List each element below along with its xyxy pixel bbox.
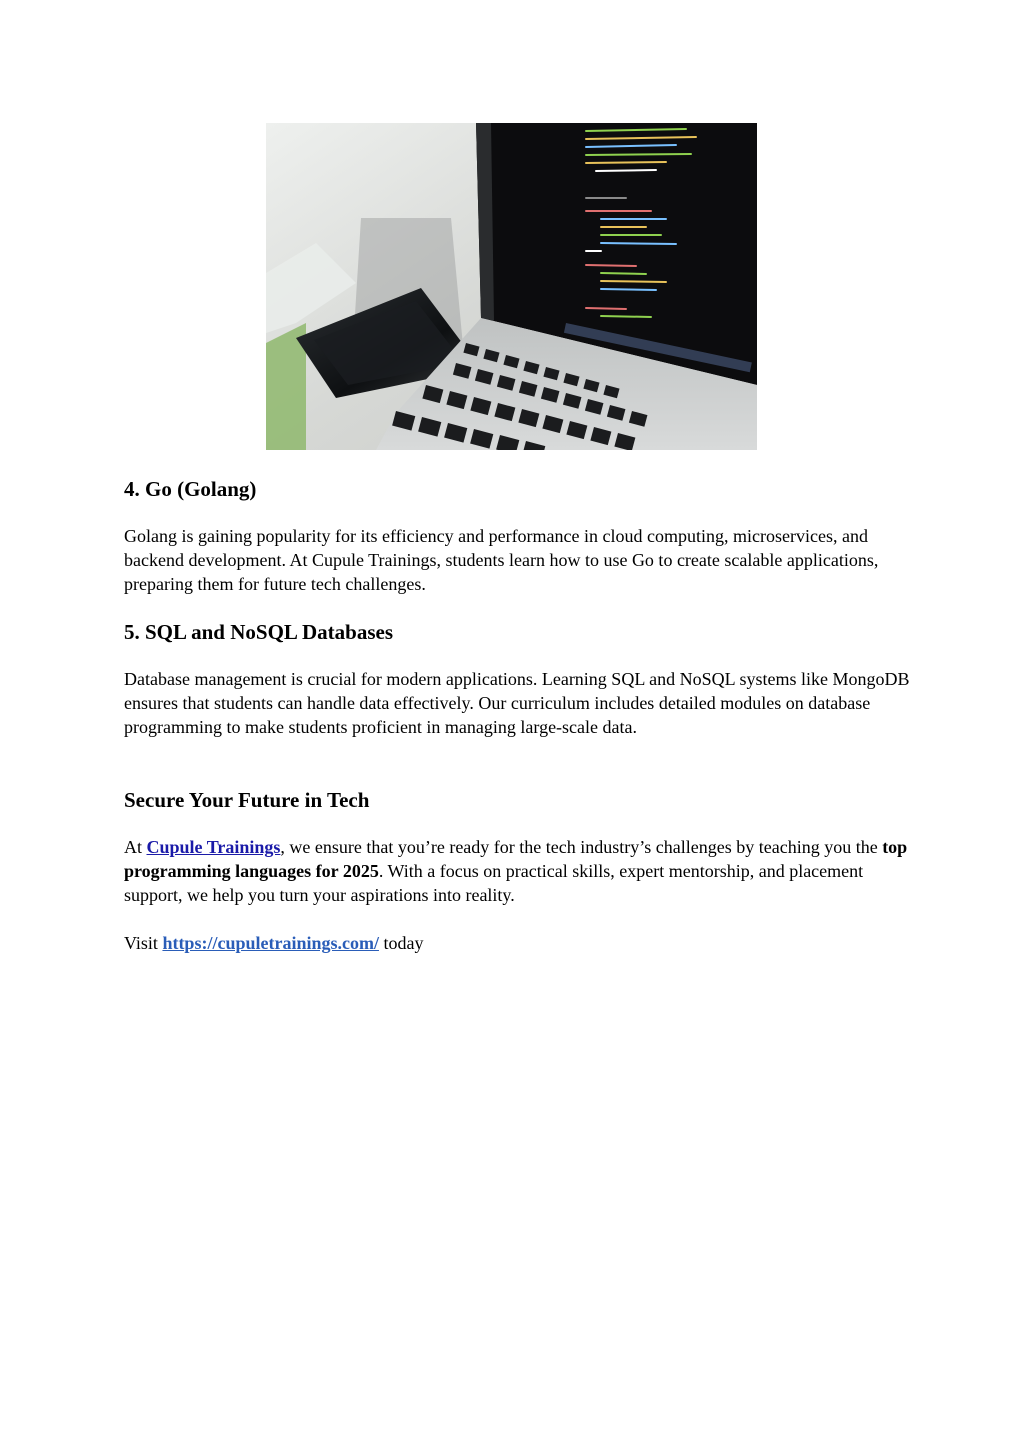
laptop-code-photo — [266, 123, 757, 450]
visit-suffix: today — [378, 933, 424, 953]
future-intro: At — [124, 837, 147, 857]
section-heading-sql: 5. SQL and NoSQL Databases — [124, 620, 394, 644]
section-paragraph-sql: Database management is crucial for modern applications. Learning SQL and NoSQL systems like MongoDB ensures that students can handle data effectively. Our curriculum includes detailed modules on database programming to make students proficient in managing large-scale data. — [124, 669, 910, 737]
section-paragraph-go: Golang is gaining popularity for its efficiency and performance in cloud computing, microservices, and backend development. At Cupule Trainings, students learn how to use Go to create scalable applications, preparing them for future tech challenges. — [124, 526, 879, 594]
section-paragraph-future — [124, 835, 914, 907]
section-heading-go: 4. Go (Golang) — [124, 477, 257, 501]
future-text-1: , we ensure that you’re ready for the tech industry’s challenges by teaching you the — [280, 837, 883, 857]
future-bold-phrase: top programming languages for 2025 — [124, 837, 908, 881]
visit-prefix: Visit — [124, 933, 163, 953]
visit-line — [124, 931, 914, 955]
article-body — [124, 474, 914, 955]
website-url-link[interactable]: https://cupuletrainings.com/ — [162, 933, 379, 953]
hero-image — [266, 123, 757, 450]
cupule-trainings-link[interactable]: Cupule Trainings — [146, 837, 281, 857]
future-text-2: . With a focus on practical skills, expert mentorship, and placement support, we help you turn your aspirations into reality. — [124, 861, 864, 905]
section-heading-future: Secure Your Future in Tech — [124, 788, 370, 812]
